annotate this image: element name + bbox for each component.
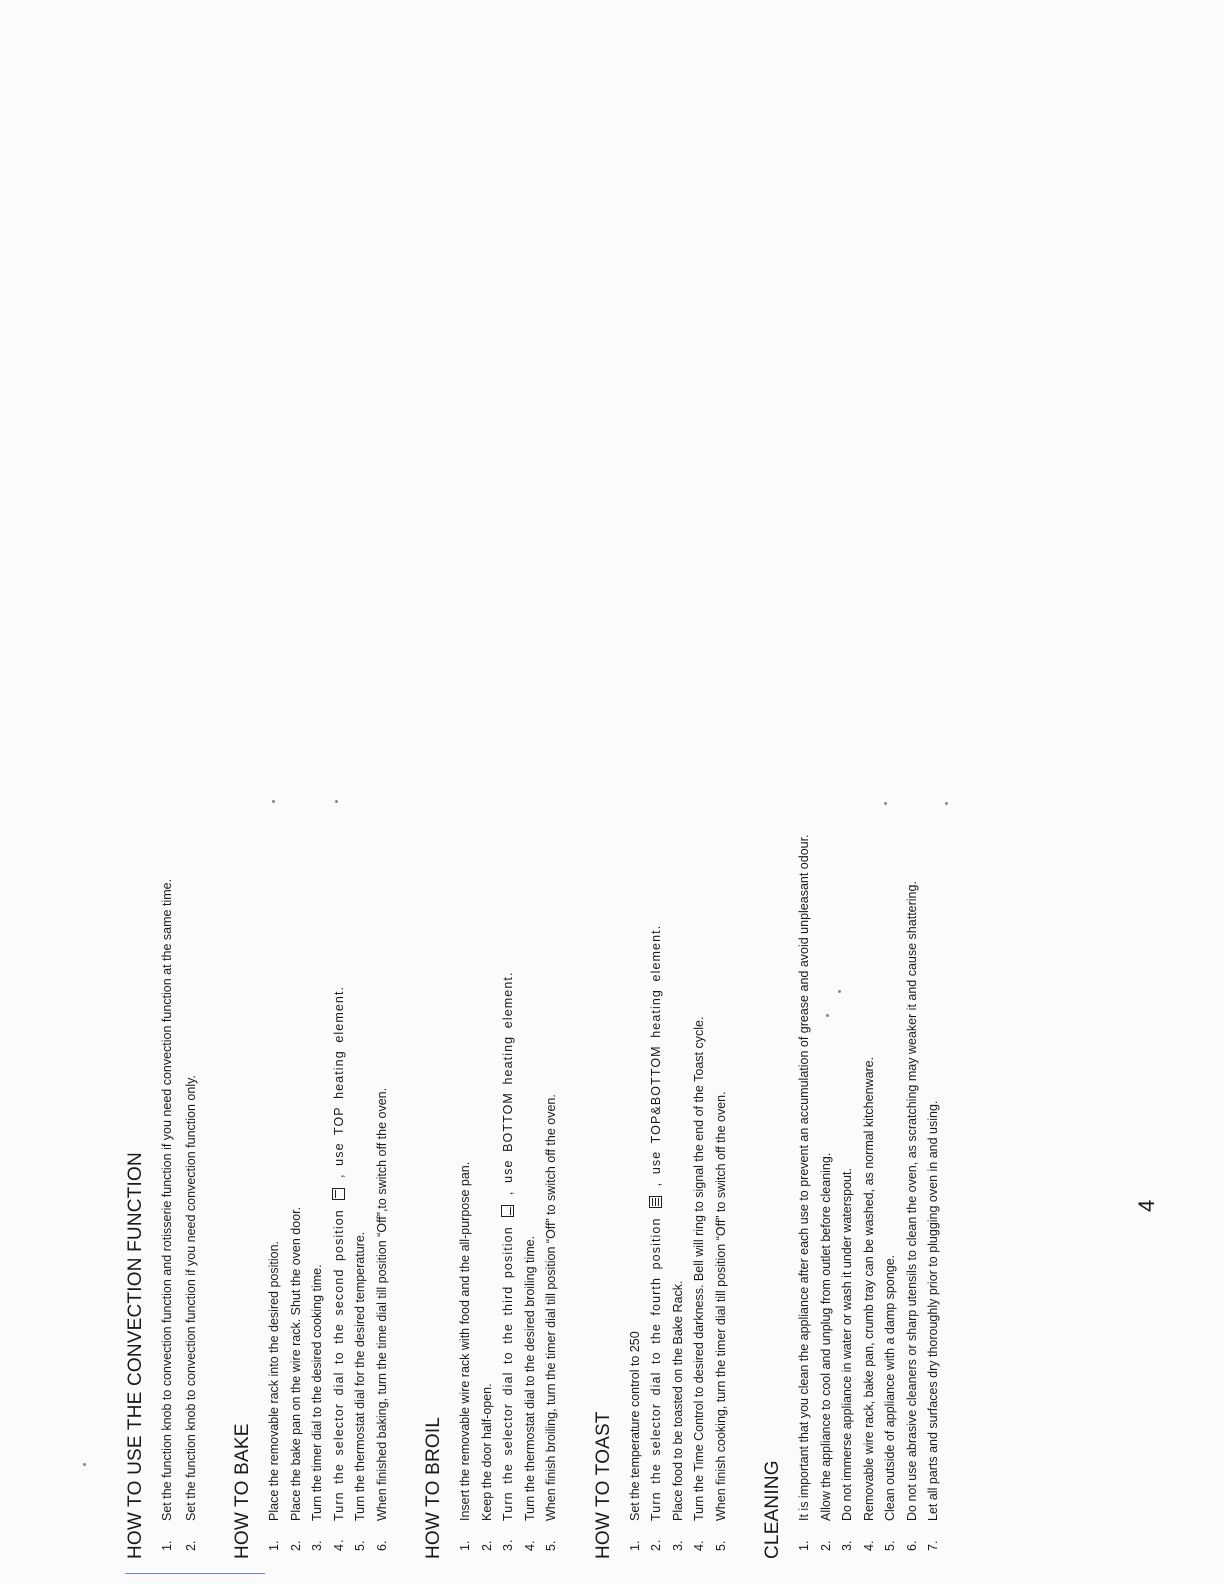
list-item: [711, 799, 733, 1559]
scan-speck: [838, 990, 841, 993]
step-number: 6.: [904, 1540, 919, 1551]
top-element-icon: [332, 1188, 345, 1200]
section-title: HOW TO BAKE: [232, 1423, 253, 1559]
bottom-element-icon: [501, 1205, 514, 1217]
list-item: [902, 799, 924, 1559]
step-text: Place the bake pan on the wire rack. Shut the oven door.: [288, 1206, 303, 1521]
scan-speck: [826, 1014, 829, 1017]
step-text: Clean outside of appliance with a damp sponge.: [883, 1254, 897, 1521]
step-number: 4.: [861, 1540, 876, 1551]
step-number: 5.: [713, 1540, 728, 1551]
scan-speck: [335, 800, 338, 803]
step-number: 1.: [627, 1540, 642, 1551]
list-item: [307, 799, 329, 1559]
step-number: 5.: [353, 1540, 367, 1551]
step-text: , use TOP heating element.: [331, 985, 346, 1178]
step-text: Place the removable rack into the desired position.: [267, 1240, 281, 1521]
section-cleaning: [762, 799, 945, 1559]
section-title: HOW TO USE THE CONVECTION FUNCTION: [125, 1152, 146, 1559]
list-item: [923, 799, 945, 1559]
step-number: 6.: [374, 1540, 389, 1551]
step-number: 1.: [797, 1540, 811, 1551]
section-broil: [423, 799, 563, 1559]
step-number: 1.: [458, 1540, 472, 1551]
list-item: [157, 799, 179, 1559]
step-text: Turn the Time Control to desired darkness. Bell will ring to signal the end of the Toast cycle.: [692, 1016, 706, 1521]
section-toast: [593, 799, 733, 1559]
step-text: Turn the thermostat dial for the desired temperature.: [353, 1231, 367, 1521]
step-list: [264, 799, 393, 1559]
step-text: Removable wire rack, bake pan, crumb tray can be washed, as normal kitchenware.: [861, 1056, 876, 1521]
page-number: 4: [1134, 1199, 1159, 1212]
scan-speck: [272, 800, 275, 803]
list-item: [837, 799, 859, 1559]
step-text: Set the temperature control to 250: [627, 1331, 642, 1521]
step-list: [455, 799, 563, 1559]
step-text: Do not immerse appliance in water or wash it under waterspout.: [840, 1168, 854, 1521]
list-item: [816, 799, 838, 1559]
section-bake: [232, 799, 393, 1559]
section-title: HOW TO BROIL: [423, 1416, 444, 1559]
list-item: [264, 799, 286, 1559]
list-item: [541, 799, 563, 1559]
step-number: 3.: [840, 1540, 854, 1551]
section-title: CLEANING: [762, 1460, 783, 1559]
section-title: HOW TO TOAST: [592, 1411, 614, 1559]
list-item: [350, 799, 372, 1559]
top-bottom-element-icon: [649, 1196, 662, 1208]
list-item: [498, 799, 520, 1559]
step-text: When finished baking, turn the time dial till position “Off”,to switch off the oven.: [374, 1087, 389, 1521]
step-text: Set the function knob to convection function if you need convection function only.: [183, 1075, 198, 1521]
list-item: [880, 799, 902, 1559]
step-text: Keep the door half-open.: [479, 1383, 494, 1521]
step-number: 4.: [692, 1540, 706, 1551]
step-number: 2.: [479, 1540, 494, 1551]
step-number: 2.: [288, 1540, 303, 1551]
scan-edge-line: [125, 1573, 265, 1574]
step-text: Turn the timer dial to the desired cooking time.: [310, 1264, 324, 1521]
section-convection: [125, 799, 202, 1559]
step-text: It is important that you clean the appliance after each use to prevent an accumulation of grease and avoid unpleasant odour.: [797, 834, 811, 1521]
step-number: 1.: [160, 1540, 174, 1551]
step-text: Turn the selector dial to the second position: [331, 1209, 346, 1521]
step-text: Do not use abrasive cleaners or sharp utensils to clean the oven, as scratching may weaker it and cause shattering.: [904, 881, 919, 1521]
step-list: [625, 799, 733, 1559]
list-item: [455, 799, 477, 1559]
list-item: [668, 799, 690, 1559]
step-number: 4.: [522, 1540, 537, 1551]
list-item: [181, 799, 203, 1559]
step-text: Turn the selector dial to the third position: [501, 1226, 515, 1521]
list-item: [286, 799, 308, 1559]
list-item: [646, 799, 668, 1559]
scan-speck: [83, 1463, 86, 1466]
step-number: 5.: [883, 1540, 897, 1551]
step-number: 3.: [310, 1540, 324, 1551]
list-item: [372, 799, 394, 1559]
step-list: [794, 799, 945, 1559]
step-text: Let all parts and surfaces dry thoroughly prior to plugging oven in and using.: [926, 1100, 940, 1521]
step-number: 3.: [501, 1538, 515, 1551]
step-text: , use BOTTOM heating element.: [501, 971, 515, 1196]
step-text: When finish cooking, turn the timer dial till position “Off” to switch off the oven.: [713, 1091, 728, 1521]
step-number: 5.: [544, 1540, 558, 1551]
list-item: [859, 799, 881, 1559]
list-item: [520, 799, 542, 1559]
step-text: Allow the appliance to cool and unplug from outlet before cleaning.: [818, 1152, 833, 1521]
step-number: 2.: [649, 1538, 663, 1551]
step-text: Set the function knob to convection function and rotisserie function if you need convection function at the same time.: [160, 878, 174, 1521]
scan-speck: [884, 802, 887, 805]
step-number: 4.: [331, 1538, 346, 1551]
step-list: [157, 799, 202, 1559]
step-text: Place food to be toasted on the Bake Rack.: [670, 1280, 685, 1521]
list-item: [689, 799, 711, 1559]
step-text: Turn the selector dial to the fourth position: [649, 1217, 663, 1521]
step-number: 7.: [926, 1540, 940, 1551]
step-number: 2.: [818, 1540, 833, 1551]
list-item: [477, 799, 499, 1559]
step-number: 2.: [183, 1540, 198, 1551]
step-number: 3.: [670, 1540, 685, 1551]
text-column: [125, 799, 975, 1559]
step-text: , use TOP&BOTTOM heating element.: [649, 924, 663, 1187]
list-item: [794, 799, 816, 1559]
step-text: Insert the removable wire rack with food and the all-purpose pan.: [458, 1161, 472, 1521]
scan-speck: [945, 802, 948, 805]
list-item: [329, 799, 351, 1559]
step-text: When finish broiling, turn the timer dial till position “Off” to switch off the oven.: [544, 1094, 558, 1521]
step-number: 1.: [267, 1540, 281, 1551]
step-text: Turn the thermostat dial to the desired broiling time.: [522, 1235, 537, 1521]
list-item: [625, 799, 647, 1559]
